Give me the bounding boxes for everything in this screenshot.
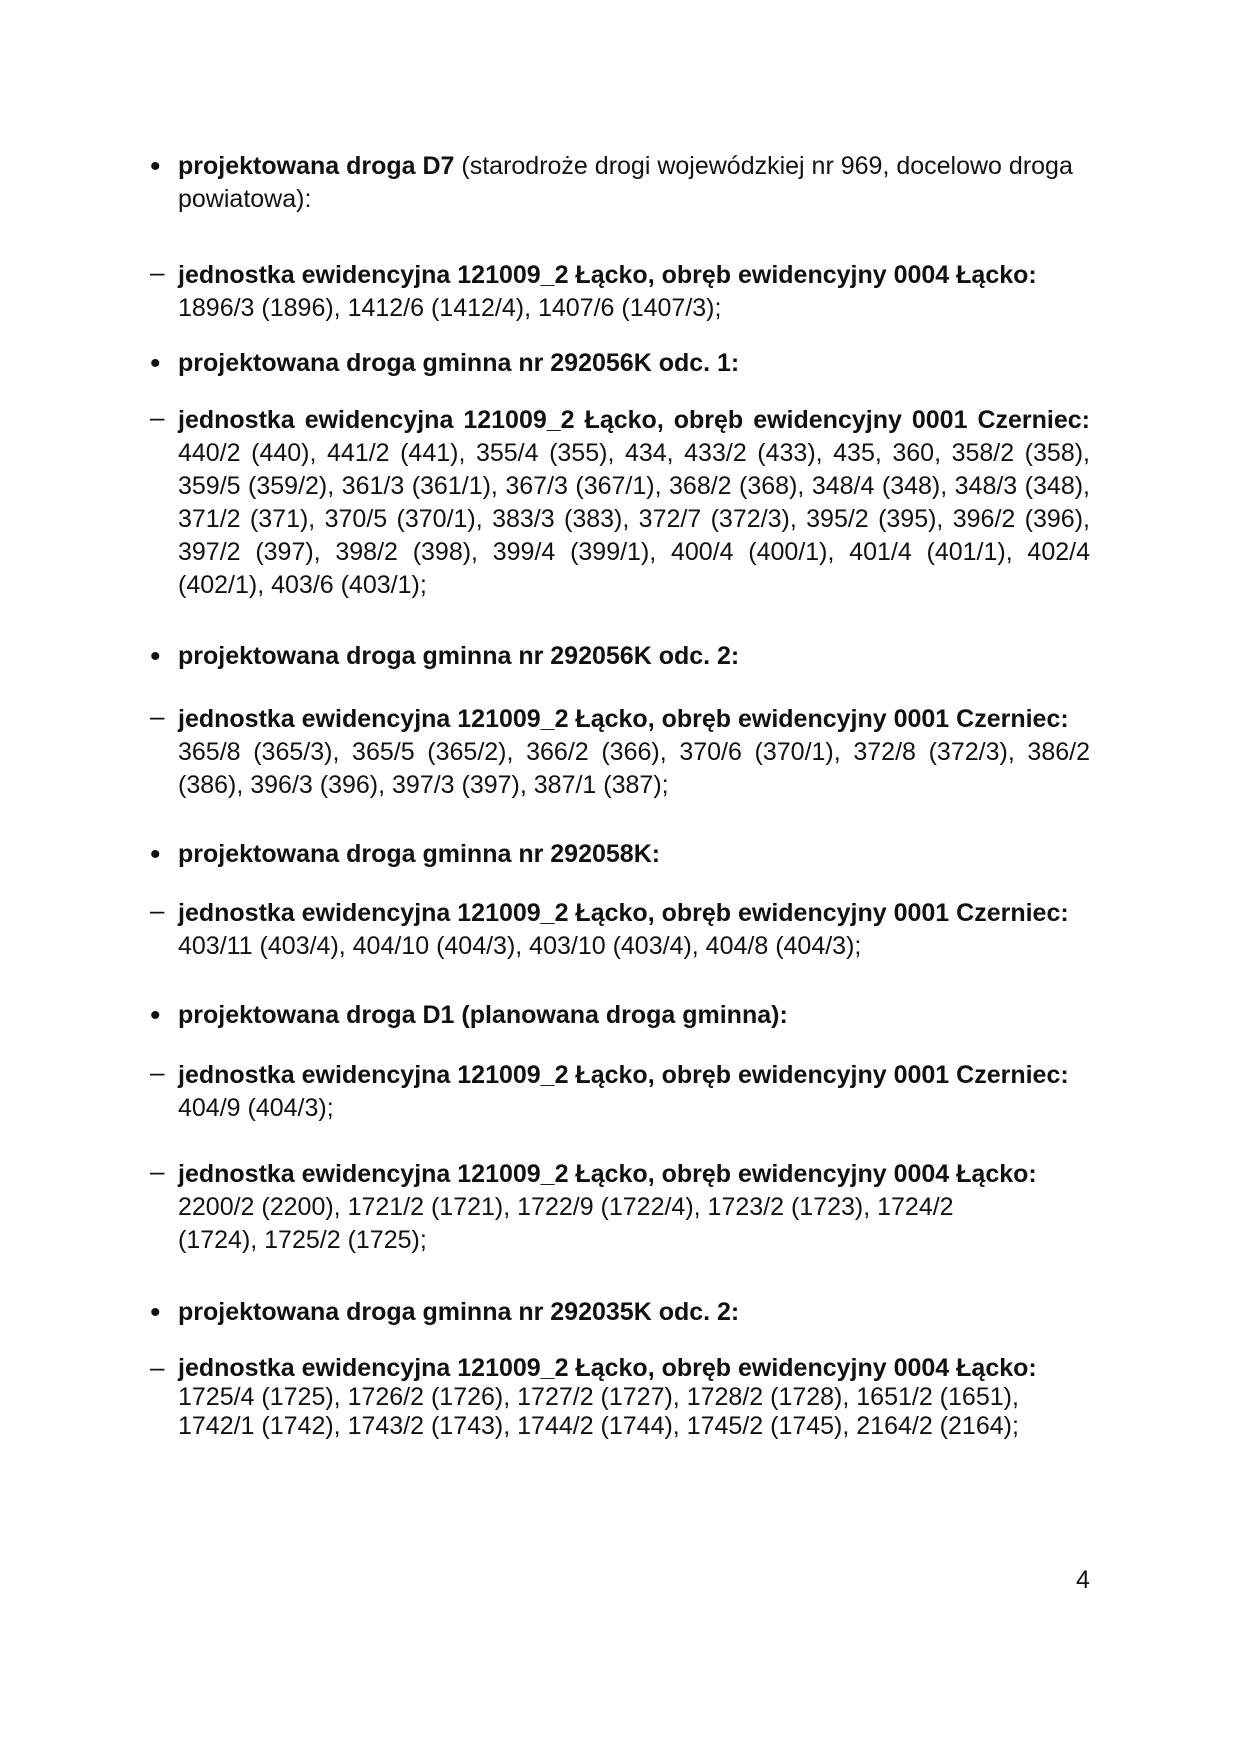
- list-item-text: [178, 259, 1090, 325]
- list-item-dash: [150, 897, 1090, 963]
- item-bold-text: projektowana droga gminna nr 292058K:: [178, 840, 661, 868]
- list-item-text: [178, 1059, 1090, 1125]
- item-bold-text: jednostka ewidencyjna 121009_2 Łącko, obręb ewidencyjny 0004 Łącko:: [178, 1354, 1037, 1382]
- list-item-text: [178, 150, 1090, 216]
- list-item-dash: [150, 1059, 1090, 1125]
- bullet-marker: •: [150, 150, 161, 183]
- list-item-dash: [150, 404, 1090, 602]
- list-item-bullet: [150, 1296, 1090, 1329]
- list-item-dash: [150, 259, 1090, 325]
- list-item-text: [178, 640, 1090, 673]
- item-bold-text: jednostka ewidencyjna 121009_2 Łącko, obręb ewidencyjny 0001 Czerniec:: [178, 1061, 1069, 1089]
- item-bold-text: projektowana droga D1 (planowana droga gminna):: [178, 1001, 788, 1029]
- bullet-marker: •: [150, 999, 161, 1032]
- item-bold-text: jednostka ewidencyjna 121009_2 Łącko, obręb ewidencyjny 0001 Czerniec:: [178, 705, 1069, 733]
- item-plain-text: 403/11 (403/4), 404/10 (404/3), 403/10 (403/4), 404/8 (404/3);: [178, 932, 862, 960]
- list-item-bullet: [150, 640, 1090, 673]
- item-bold-text: jednostka ewidencyjna 121009_2 Łącko, obręb ewidencyjny 0001 Czerniec:: [178, 899, 1069, 927]
- list-item-text: [178, 1158, 1090, 1257]
- list-item-text: [178, 999, 1090, 1032]
- item-bold-text: projektowana droga D7: [178, 152, 455, 180]
- dash-marker: –: [150, 895, 165, 925]
- list-item-text: [178, 404, 1090, 602]
- item-plain-text: 1896/3 (1896), 1412/6 (1412/4), 1407/6 (1407/3);: [178, 294, 722, 322]
- list-item-bullet: [150, 999, 1090, 1032]
- item-plain-text: (starodroże drogi wojewódzkiej nr 969, docelowo droga powiatowa):: [178, 152, 1073, 213]
- list-item-text: [178, 347, 1090, 380]
- bullet-marker: •: [150, 347, 161, 380]
- bullet-marker: •: [150, 838, 161, 871]
- list-item-text: [178, 703, 1090, 802]
- dash-marker: –: [150, 1352, 165, 1382]
- list-item-dash: [150, 1354, 1090, 1441]
- list-item-dash: [150, 1158, 1090, 1257]
- list-item-text: [178, 838, 1090, 871]
- item-plain-text: 404/9 (404/3);: [178, 1094, 334, 1122]
- item-bold-text: jednostka ewidencyjna 121009_2 Łącko, obręb ewidencyjny 0001 Czerniec:: [178, 406, 1090, 434]
- dash-marker: –: [150, 257, 165, 287]
- list-item-bullet: [150, 150, 1090, 216]
- item-bold-text: projektowana droga gminna nr 292056K odc. 1:: [178, 349, 740, 377]
- item-bold-text: projektowana droga gminna nr 292056K odc. 2:: [178, 642, 740, 670]
- list-item-text: [178, 1296, 1090, 1329]
- item-plain-text: 2200/2 (2200), 1721/2 (1721), 1722/9 (1722/4), 1723/2 (1723), 1724/2 (1724), 1725/2 (1725);: [178, 1193, 954, 1254]
- item-plain-text: 1725/4 (1725), 1726/2 (1726), 1727/2 (1727), 1728/2 (1728), 1651/2 (1651), 1742/1 (1742), 1743/2 (1743), 1744/2 (1744), 1745/2 (1745), 2164/2 (2164);: [178, 1383, 1019, 1440]
- bullet-marker: •: [150, 1296, 161, 1329]
- item-plain-text: 365/8 (365/3), 365/5 (365/2), 366/2 (366), 370/6 (370/1), 372/8 (372/3), 386/2 (386), 396/3 (396), 397/3 (397), 387/1 (387);: [178, 738, 1090, 799]
- list-item-bullet: [150, 838, 1090, 871]
- bullet-marker: •: [150, 640, 161, 673]
- dash-marker: –: [150, 1156, 165, 1186]
- dash-marker: –: [150, 402, 165, 432]
- page-number: 4: [1076, 1566, 1090, 1594]
- list-item-text: [178, 1354, 1090, 1441]
- item-bold-text: projektowana droga gminna nr 292035K odc. 2:: [178, 1298, 740, 1326]
- item-bold-text: jednostka ewidencyjna 121009_2 Łącko, obręb ewidencyjny 0004 Łącko:: [178, 1160, 1037, 1188]
- item-bold-text: jednostka ewidencyjna 121009_2 Łącko, obręb ewidencyjny 0004 Łącko:: [178, 261, 1037, 289]
- item-plain-text: 440/2 (440), 441/2 (441), 355/4 (355), 434, 433/2 (433), 435, 360, 358/2 (358), 359/5 (359/2), 361/3 (361/1), 367/3 (367/1), 368/2 (368), 348/4 (348), 348/3 (348), 371/2 (371), 370/5 (370/1), 383/3 (383), 372/7 (372/3), 395/2 (395), 396/2 (396), 397/2 (397), 398/2 (398), 399/4 (399/1), 400/4 (400/1), 401/4 (401/1), 402/4 (402/1), 403/6 (403/1);: [178, 439, 1090, 599]
- list-item-bullet: [150, 347, 1090, 380]
- dash-marker: –: [150, 701, 165, 731]
- list-item-text: [178, 897, 1090, 963]
- list-item-dash: [150, 703, 1090, 802]
- dash-marker: –: [150, 1057, 165, 1087]
